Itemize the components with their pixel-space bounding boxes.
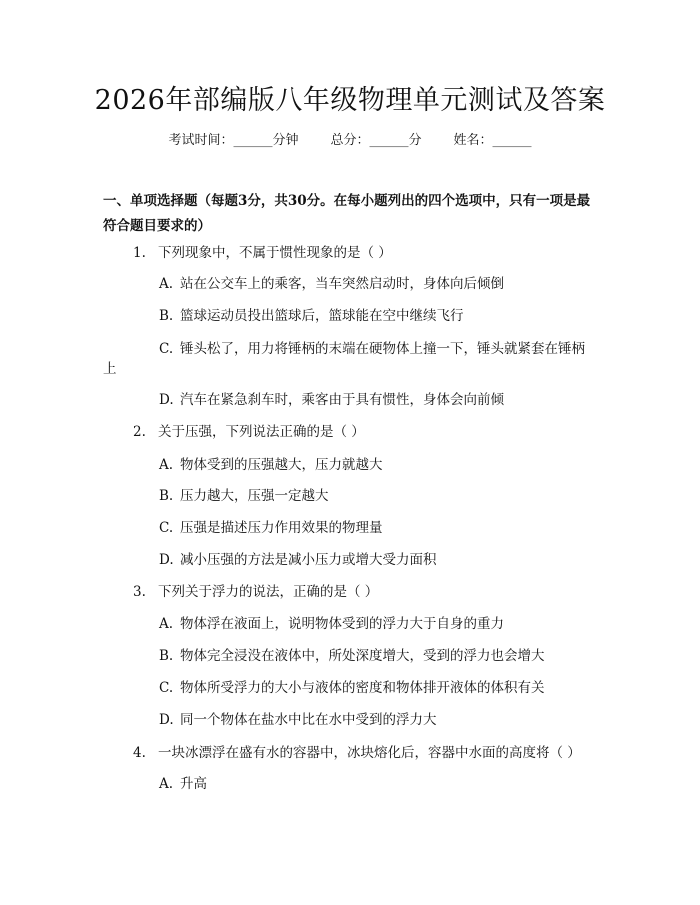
option-text: 汽车在紧急刹车时，乘客由于具有惯性，身体会向前倾	[180, 392, 504, 408]
option-letter: D.	[159, 392, 174, 408]
exam-time-field: 考试时间：______分钟	[168, 133, 299, 148]
option-text: 站在公交车上的乘客，当车突然启动时，身体向后倾倒	[180, 276, 504, 292]
question-3-option-d	[159, 710, 437, 730]
question-number: 1.	[133, 245, 146, 261]
option-letter: C.	[159, 680, 174, 696]
question-3-option-c	[159, 678, 545, 698]
question-text: 一块冰漂浮在盛有水的容器中，冰块熔化后，容器中水面的高度将（ ）	[158, 745, 581, 761]
option-text: 压力越大，压强一定越大	[180, 488, 329, 504]
question-3-option-a	[159, 614, 504, 634]
question-number: 3.	[133, 584, 146, 600]
question-text: 下列关于浮力的说法，正确的是（ ）	[158, 584, 379, 600]
option-letter: B.	[159, 308, 174, 324]
question-1-option-c-continuation: 上	[103, 361, 117, 377]
question-2-option-c	[159, 518, 383, 538]
option-letter: C.	[159, 520, 174, 536]
question-number: 2.	[133, 424, 146, 440]
option-text: 升高	[180, 776, 207, 792]
option-letter: A.	[159, 616, 174, 632]
option-text: 压强是描述压力作用效果的物理量	[180, 520, 383, 536]
question-2-option-a	[159, 455, 383, 475]
question-4-option-a	[159, 774, 207, 794]
question-2	[133, 422, 365, 442]
option-text: 物体所受浮力的大小与液体的密度和物体排开液体的体积有关	[180, 680, 545, 696]
question-2-option-d	[159, 550, 437, 570]
option-text: 减小压强的方法是减小压力或增大受力面积	[180, 552, 437, 568]
option-text: 物体浮在液面上，说明物体受到的浮力大于自身的重力	[180, 616, 504, 632]
option-text: 同一个物体在盐水中比在水中受到的浮力大	[180, 712, 437, 728]
student-name-field: 姓名：______	[453, 133, 532, 148]
question-1	[133, 243, 392, 263]
exam-info-line	[0, 131, 700, 151]
option-letter: A.	[159, 276, 174, 292]
page-title: 2026年部编版八年级物理单元测试及答案	[94, 85, 606, 116]
question-3	[133, 582, 378, 602]
question-text: 下列现象中，不属于惯性现象的是（ ）	[158, 245, 392, 261]
option-text: 物体受到的压强越大，压力就越大	[180, 457, 383, 473]
question-3-option-b	[159, 646, 545, 666]
option-letter: A.	[159, 457, 174, 473]
question-4	[133, 743, 581, 763]
question-1-option-c	[159, 339, 585, 359]
question-number: 4.	[133, 745, 146, 761]
option-letter: B.	[159, 488, 174, 504]
option-letter: C.	[159, 341, 174, 357]
option-text: 锤头松了，用力将锤柄的末端在硬物体上撞一下，锤头就紧套在锤柄	[180, 341, 585, 357]
option-letter: B.	[159, 648, 174, 664]
question-1-option-a	[159, 274, 504, 294]
section-heading: 一、单项选择题（每题3分，共30分。在每小题列出的四个选项中，只有一项是最符合题目要求的）	[103, 193, 591, 234]
option-text: 物体完全浸没在液体中，所处深度增大，受到的浮力也会增大	[180, 648, 545, 664]
option-text: 篮球运动员投出篮球后，篮球能在空中继续飞行	[180, 308, 464, 324]
question-1-option-d	[159, 390, 504, 410]
total-score-field: 总分：______分	[330, 133, 422, 148]
question-1-option-b	[159, 306, 464, 326]
question-text: 关于压强，下列说法正确的是（ ）	[158, 424, 365, 440]
question-2-option-b	[159, 486, 329, 506]
option-letter: A.	[159, 776, 174, 792]
option-letter: D.	[159, 712, 174, 728]
option-letter: D.	[159, 552, 174, 568]
